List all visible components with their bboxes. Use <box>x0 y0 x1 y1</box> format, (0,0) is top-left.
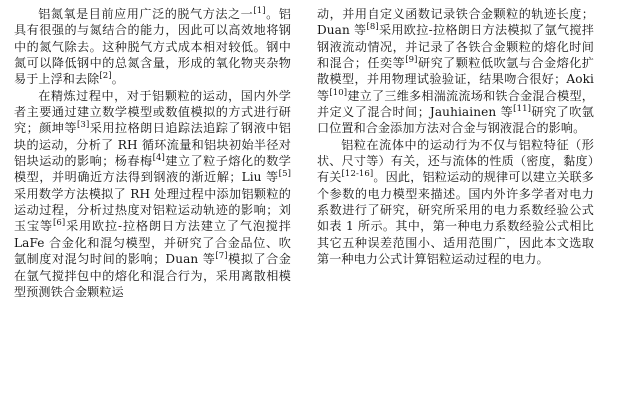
right-column <box>317 6 594 402</box>
left-column <box>14 6 291 402</box>
two-column-layout <box>14 6 613 402</box>
paragraph-continuation: 动，并用自定义函数记录铁合金颗粒的轨迹长度；Duan 等[8]采用欧拉-拉格朗日方法模拟了氩气搅拌钢液流动情况，并记录了各铁合金颗粒的熔化时间和混合；任奕等[9]研究了颗粒低吹氩与合金熔化扩散模型，并用物理试验验证，结果吻合很好；Aoki 等[10]建立了三维多相湍流流场和铁合金混合模型，并定义了混合时间；Jauhiainen 等[11]研究了吹氩口位置和合金添加方法对合金与钢液混合的影响。 <box>317 7 594 136</box>
paragraph: 铝粒在流体中的运动行为不仅与铝粒特征（形状、尺寸等）有关，还与流体的性质（密度，黏度）有关[12-16]。因此，铝粒运动的规律可以建立关联多个参数的电力模型来描述。国内外许多学者对电力系数进行了研究，研究所采用的电力系数经验公式如表 1 所示。其中，第一种电力系数经验公式相比其它五种误差范围小、适用范围广，因此本文选取第一种电力公式计算铝粒运动过程的电力。 <box>317 137 594 267</box>
paragraph: 铝氮氧是目前应用广泛的脱气方法之一[1]。铝具有很强的与氮结合的能力，因此可以高效地将钢中的氮气除去。这种脱气方式成本相对较低。钢中氮可以降低钢中的总氮含量，形成的氧化物夹杂物易于上浮和去除[2]。 <box>14 5 291 87</box>
paragraph: 在精炼过程中，对于铝颗粒的运动，国内外学者主要通过建立数学模型或数值模拟的方式进行研究；颜坤等[3]采用拉格朗日追踪法追踪了钢液中铝块的运动，分析了 RH 循环流量和铝块初始半径对铝块运动的影响；杨春梅[4]建立了粒子熔化的数学模型，并明确近方法得到钢液的渐近解；Liu 等[5]采用数学方法模拟了 RH 处理过程中添加铝颗粒的运动过程，分析过热度对铝粒运动轨迹的影响；刘玉宝等[6]采用欧拉-拉格朗日方法建立了气泡搅拌 LaFe 合金化和混匀模型，并研究了合金品位、吹氩制度对混匀时间的影响；Duan 等[7]模拟了合金在氩气搅拌包中的熔化和混合行为，采用离散相模型预测铁合金颗粒运 <box>14 88 291 299</box>
